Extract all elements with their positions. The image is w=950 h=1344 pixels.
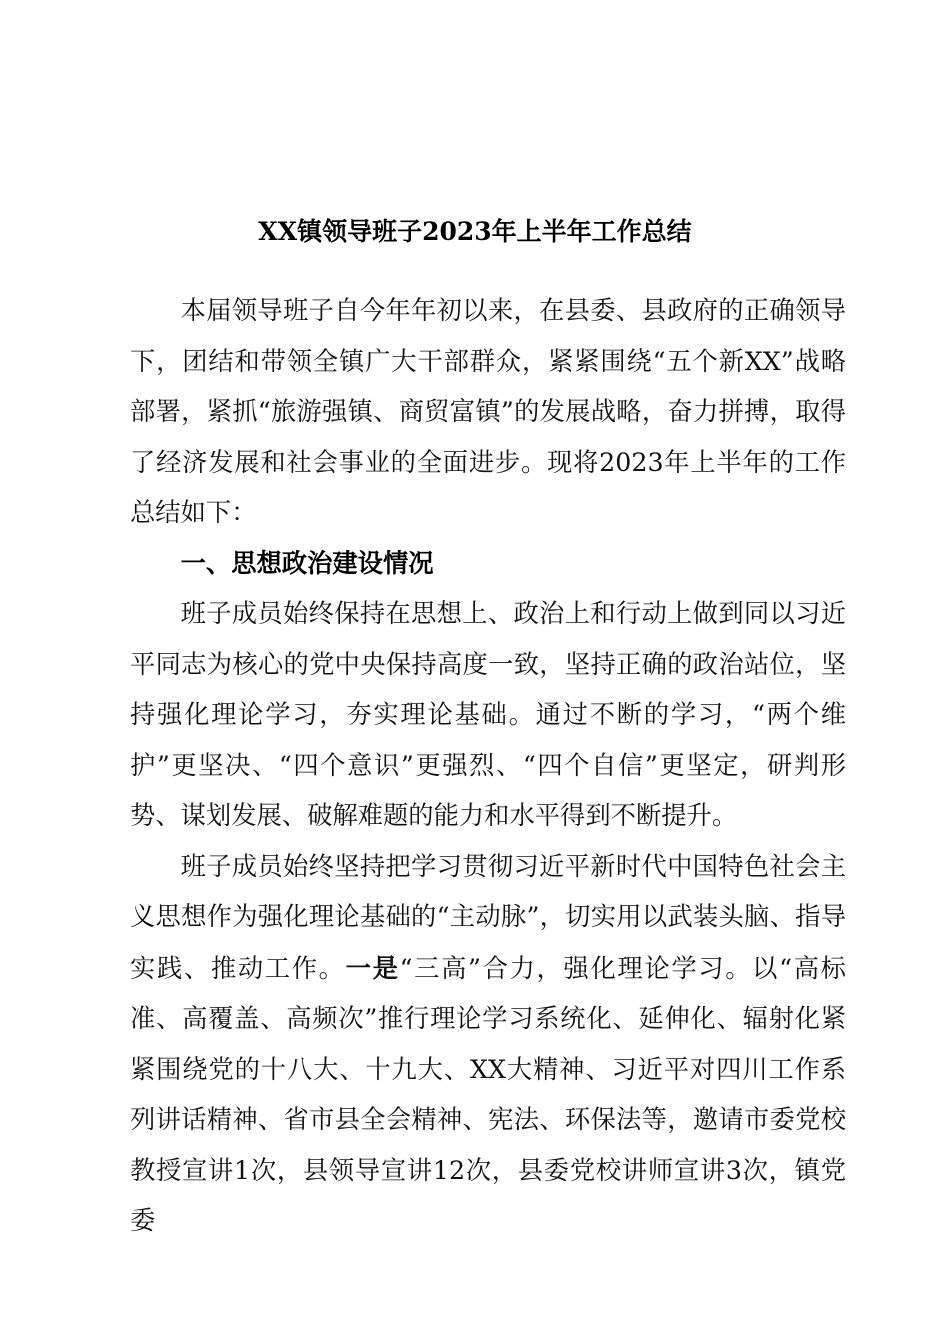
section-1-paragraph-1: 班子成员始终保持在思想上、政治上和行动上做到同以习近平同志为核心的党中央保持高度一致，坚持正确的政治站位，坚持强化理论学习，夯实理论基础。通过不断的学习，“两个维护”更坚决、“四个意识”更强烈、“四个自信”更坚定，研判形势、谋划发展、破解难题的能力和水平得到不断提升。 xyxy=(130,599,846,830)
document-body xyxy=(130,286,846,1247)
document-title: XX镇领导班子2023年上半年工作总结 xyxy=(258,217,692,246)
paragraph-2-continuation: “三高”合力，强化理论学习。以“高标准、高覆盖、高频次”推行理论学习系统化、延伸化、辐射化紧紧围绕党的十八大、十九大、XX大精神、习近平对四川工作系列讲话精神、省市县全会精神、宪法、环保法等，邀请市委党校教授宣讲1次，县领导宣讲12次，县委党校讲师宣讲3次，镇党委 xyxy=(130,953,846,1235)
section-1-paragraph-2 xyxy=(130,842,846,1247)
point-one-marker: 一是 xyxy=(345,952,400,983)
section-heading-1: 一、思想政治建设情况 xyxy=(180,548,434,578)
intro-paragraph: 本届领导班子自今年年初以来，在县委、县政府的正确领导下，团结和带领全镇广大干部群众，紧紧围绕“五个新XX”战略部署，紧抓“旅游强镇、商贸富镇”的发展战略，奋力拼搏，取得了经济发展和社会事业的全面进步。现将2023年上半年的工作总结如下： xyxy=(130,296,846,527)
paragraph-2-opening: 班子成员始终坚持把学习贯彻习近平新时代中国特色社会主义思想作为强化理论基础的“主动脉”，切实用以武装头脑、指导实践、推动工作。 xyxy=(130,851,846,983)
